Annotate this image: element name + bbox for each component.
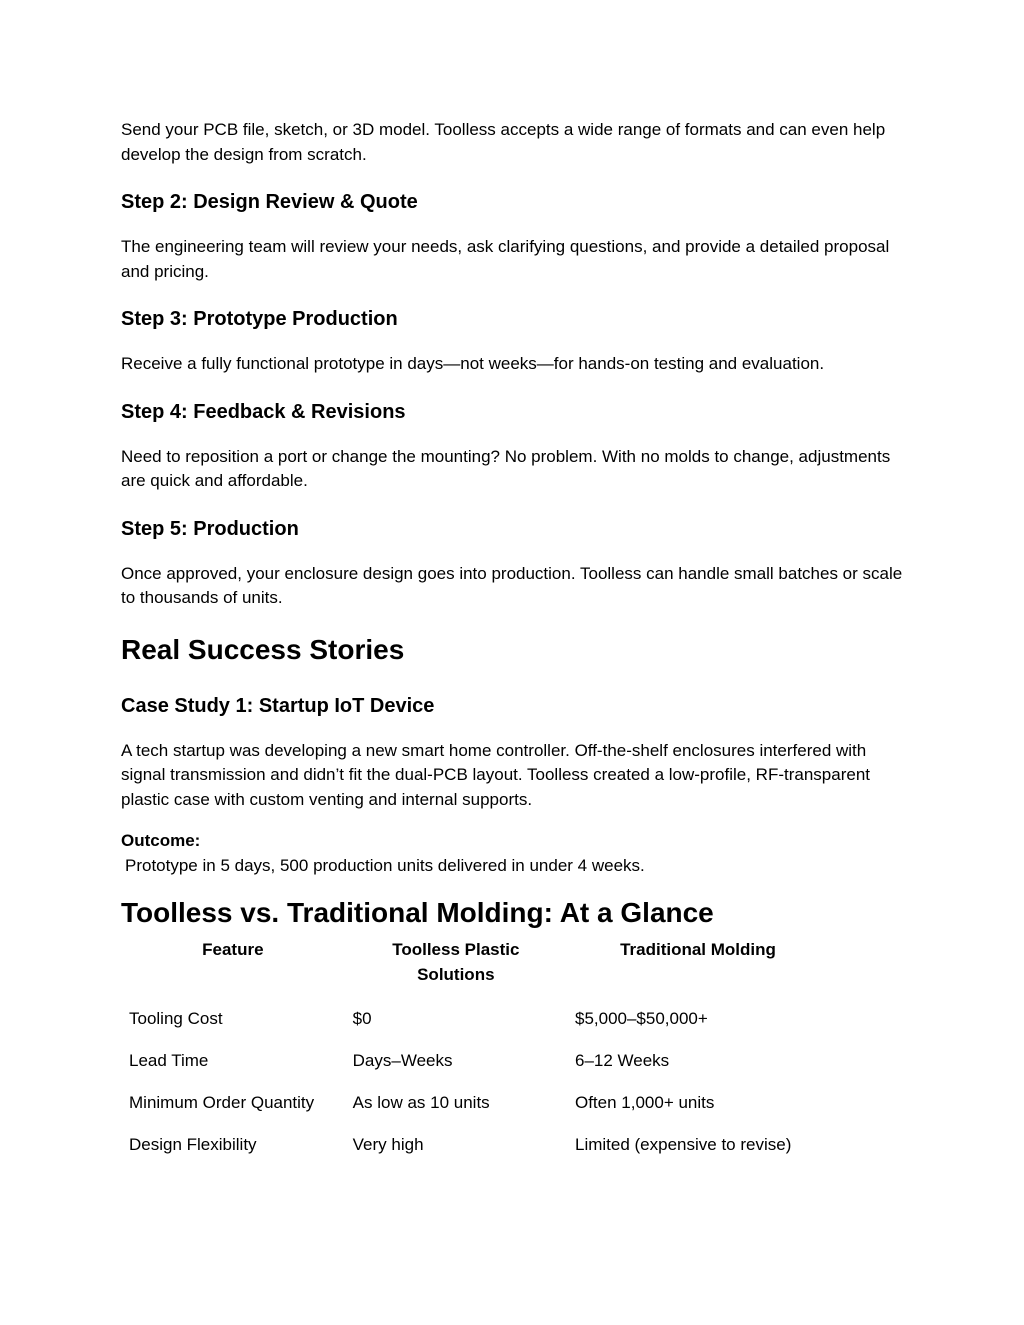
column-header-toolless: Toolless Plastic Solutions — [392, 940, 520, 984]
comparison-heading: Toolless vs. Traditional Molding: At a Glance — [121, 897, 714, 928]
comparison-table — [121, 938, 829, 1175]
table-cell: Days–Weeks — [352, 1051, 453, 1070]
table-row — [121, 1007, 829, 1049]
column-header-feature: Feature — [202, 940, 264, 959]
column-header-traditional: Traditional Molding — [620, 940, 776, 959]
document-page — [121, 118, 911, 1175]
intro-paragraph: Send your PCB file, sketch, or 3D model. Toolless accepts a wide range of formats and can even help develop the design from scratch. — [121, 120, 886, 164]
step-5-heading: Step 5: Production — [121, 517, 299, 540]
case-study-text: A tech startup was developing a new smart home controller. Off-the-shelf enclosures interfered with signal transmission and didn’t fit the dual-PCB layout. Toolless created a low-profile, RF-transparent plastic case with custom venting and internal supports. — [121, 740, 870, 809]
step-4-heading: Step 4: Feedback & Revisions — [121, 400, 406, 423]
step-3-text: Receive a fully functional prototype in days—not weeks—for hands-on testing and evaluation. — [121, 354, 825, 373]
success-stories-heading: Real Success Stories — [121, 633, 405, 665]
step-5-text: Once approved, your enclosure design goes into production. Toolless can handle small batches or scale to thousands of units. — [121, 563, 903, 607]
table-cell: Lead Time — [129, 1051, 209, 1070]
table-row — [121, 1049, 829, 1091]
table-cell: $5,000–$50,000+ — [574, 1009, 708, 1028]
outcome-text: Prototype in 5 days, 500 production units delivered in under 4 weeks. — [125, 855, 645, 875]
case-study-heading: Case Study 1: Startup IoT Device — [121, 694, 435, 717]
step-4-text: Need to reposition a port or change the mounting? No problem. With no molds to change, adjustments are quick and affordable. — [121, 446, 891, 490]
outcome-label: Outcome: — [121, 831, 201, 850]
step-3-heading: Step 3: Prototype Production — [121, 308, 398, 330]
table-cell: Tooling Cost — [129, 1009, 223, 1028]
table-cell: 6–12 Weeks — [574, 1051, 670, 1070]
table-cell: Design Flexibility — [129, 1135, 257, 1154]
table-cell: $0 — [352, 1009, 372, 1028]
table-cell: Limited (expensive to revise) — [574, 1135, 792, 1154]
table-cell: Very high — [352, 1135, 424, 1154]
table-cell: As low as 10 units — [352, 1093, 490, 1112]
step-2-text: The engineering team will review your needs, ask clarifying questions, and provide a detailed proposal and pricing. — [121, 237, 890, 281]
step-2-heading: Step 2: Design Review & Quote — [121, 191, 418, 213]
table-row — [121, 1091, 829, 1133]
table-row — [121, 1133, 829, 1175]
table-cell: Often 1,000+ units — [574, 1093, 715, 1112]
table-cell: Minimum Order Quantity — [129, 1093, 315, 1112]
table-header-row — [121, 938, 829, 1007]
